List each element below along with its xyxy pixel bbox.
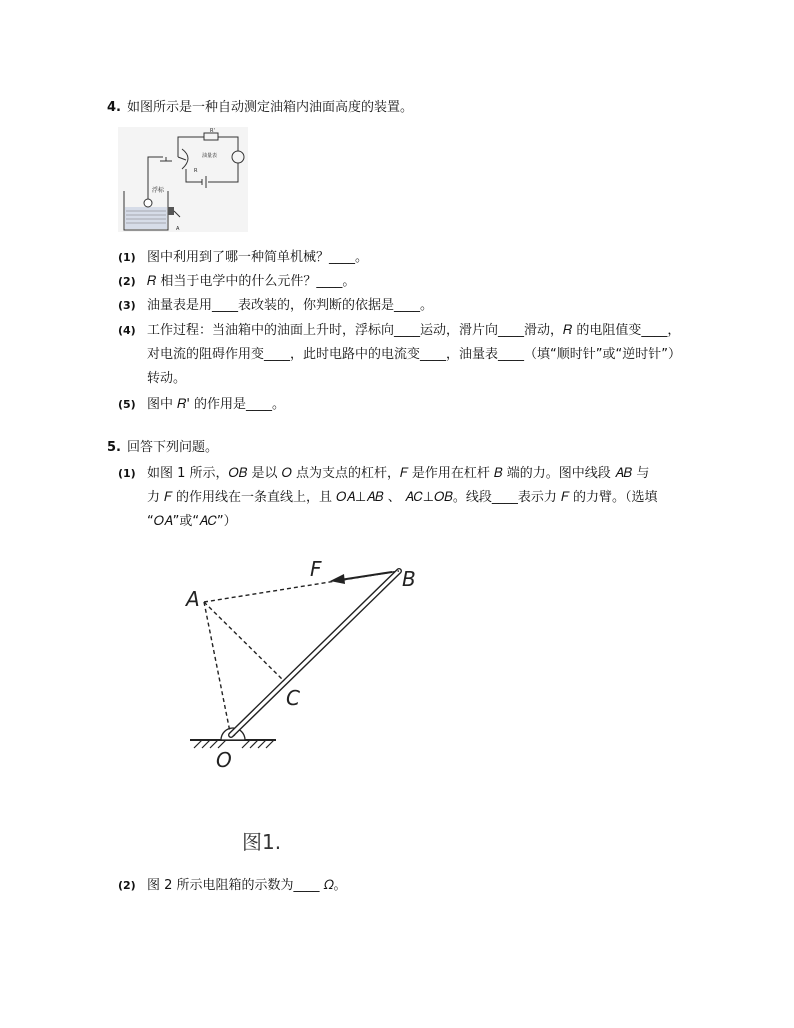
item-number: (2) xyxy=(118,275,136,288)
question-text: 回答下列问题。 xyxy=(126,440,218,455)
item-text: 图中 𝑅' 的作用是____。 xyxy=(147,397,286,412)
label-r: R xyxy=(194,168,198,174)
label-bottom: A xyxy=(176,226,180,232)
item-text: 图中利用到了哪一种简单机械？____。 xyxy=(147,250,369,265)
question-text: 如图所示是一种自动测定油箱内油面高度的装置。 xyxy=(126,100,413,115)
question-number: 5. xyxy=(107,440,121,455)
item-text-line: 对电流的阻碍作用变____，此时电路中的电流变____，油量表____（填“顺时针”或“逆时针”） xyxy=(147,347,681,362)
item-text: 𝑅 相当于电学中的什么元件？____。 xyxy=(147,274,356,289)
label-r-prime: R' xyxy=(210,128,215,134)
force-arrow xyxy=(340,572,392,580)
question-5-title xyxy=(107,439,218,457)
item-text-line: “𝑂𝐴”或“𝐴𝐶”） xyxy=(147,514,237,529)
label-float: 浮标 xyxy=(152,187,165,194)
label-gauge: 油量表 xyxy=(202,153,218,159)
point-b-label: B xyxy=(402,567,416,591)
point-a-label: A xyxy=(186,587,200,611)
lever-figure-1 xyxy=(180,550,430,860)
item-text: 图 2 所示电阻箱的示数为____ 𝛺。 xyxy=(147,878,347,893)
item-number: (4) xyxy=(118,324,136,337)
item-number: (3) xyxy=(118,299,136,312)
force-arrowhead xyxy=(330,574,345,584)
item-text-line: 如图 1 所示，𝑂𝐵 是以 𝑂 点为支点的杠杆，𝐹 是作用在杠杆 𝐵 端的力。图中线段 𝐴𝐵 与 xyxy=(147,466,650,481)
oil-surface xyxy=(125,207,167,229)
oil-tank-circuit-figure xyxy=(118,127,248,232)
item-text-line: 工作过程：当油箱中的油面上升时，浮标向____运动，滑片向____滑动，𝑅 的电阻值变____， xyxy=(147,323,681,338)
question-4-title xyxy=(107,99,413,117)
question-number: 4. xyxy=(107,100,121,115)
ground-hatching xyxy=(194,740,274,748)
item-text: 油量表是用____表改装的，你判断的依据是____。 xyxy=(147,298,434,313)
item-number: (1) xyxy=(118,467,136,480)
float-symbol xyxy=(144,199,152,207)
item-text-line: 力 𝐹 的作用线在一条直线上，且 𝑂𝐴⊥𝐴𝐵 、 𝐴𝐶⊥𝑂𝐵。线段____表示力 𝐹 的力臂。（选填 xyxy=(147,490,658,505)
dashed-ac xyxy=(204,602,284,681)
item-number: (1) xyxy=(118,251,136,264)
figure-caption: 图1. xyxy=(242,830,282,854)
item-text-line: 转动。 xyxy=(147,371,187,386)
item-number: (5) xyxy=(118,398,136,411)
force-f-label: F xyxy=(310,557,322,581)
point-o-label: O xyxy=(216,748,232,772)
item-number: (2) xyxy=(118,879,136,892)
point-c-label: C xyxy=(286,686,300,710)
dashed-oa xyxy=(204,602,230,732)
